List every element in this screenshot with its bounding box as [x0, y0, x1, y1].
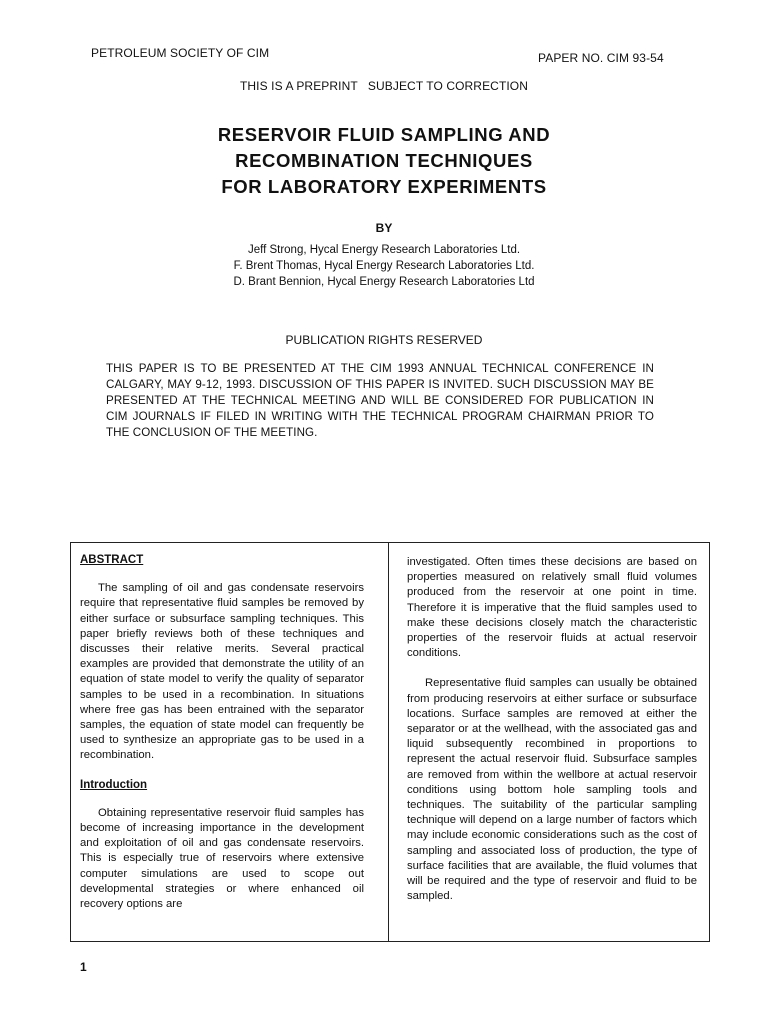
right-column [407, 555, 697, 904]
publication-rights: PUBLICATION RIGHTS RESERVED [285, 333, 483, 347]
author-2: F. Brent Thomas, Hycal Energy Research Laboratories Ltd. [233, 260, 535, 272]
introduction-text: Obtaining representative reservoir fluid samples has become of increasing importance in the development and exploitation of oil and gas condensate reservoirs. This is especially true of reservoirs where extensive computer simulations are used to scope out developmental strategies or where enhanced oil recovery options are [80, 806, 364, 911]
society-name: PETROLEUM SOCIETY OF CIM [91, 46, 270, 60]
page-number: 1 [80, 960, 87, 974]
abstract-heading: ABSTRACT [80, 554, 144, 566]
preprint-notice: THIS IS A PREPRINT SUBJECT TO CORRECTION [239, 79, 529, 93]
conference-notice: THIS PAPER IS TO BE PRESENTED AT THE CIM 1993 ANNUAL TECHNICAL CONFERENCE IN CALGARY, MAY 9-12, 1993. DISCUSSION OF THIS PAPER IS INVITED. SUCH DISCUSSION MAY BE PRESENTED AT THE TECHNICAL MEETING AND WILL BE CONSIDERED FOR PUBLICATION IN CIM JOURNALS IF FILED IN WRITING WITH THE TECHNICAL PROGRAM CHAIRMAN PRIOR TO THE CONCLUSION OF THE MEETING. [106, 362, 654, 439]
paper-number: PAPER NO. CIM 93-54 [538, 51, 664, 65]
right-paragraph-1: investigated. Often times these decisions are based on properties measured on relatively small fluid volumes produced from the reservoir at one point in time. Therefore it is imperative that the fluid samples used to make these decisions closely match the characteristic properties of the reservoir fluids at actual reservoir conditions. [407, 556, 697, 660]
column-divider [388, 542, 389, 942]
abstract-text: The sampling of oil and gas condensate reservoirs require that representative fluid samples be removed by either surface or subsurface sampling techniques. This paper briefly reviews both of these techniques and discusses their relative merits. Several practical examples are provided that demonstrate the utility of an equation of state model to verify the quality of separator samples to be used in a recombination. In situations where free gas has been entrained with the separator samples, the equation of state model can frequently be used to synthesize an appropriate gas to be used in a recombination. [80, 582, 364, 762]
introduction-heading: Introduction [80, 778, 148, 791]
author-list [0, 242, 768, 290]
paper-title [0, 122, 768, 200]
by-label: BY [375, 221, 393, 235]
left-column [80, 553, 364, 912]
author-1: Jeff Strong, Hycal Energy Research Laboratories Ltd. [247, 244, 521, 256]
author-3: D. Brant Bennion, Hycal Energy Research Laboratories Ltd [233, 276, 535, 288]
title-line-3: FOR LABORATORY EXPERIMENTS [221, 176, 547, 197]
title-line-2: RECOMBINATION TECHNIQUES [235, 150, 533, 171]
right-paragraph-2: Representative fluid samples can usually be obtained from producing reservoirs at either surface or subsurface locations. Surface samples are removed at either the separator or at the wellhead, with the associated gas and liquid subsequently recombined in proportions to represent the actual reservoir fluid. Subsurface samples are removed from within the wellbore at actual reservoir conditions using bottom hole sampling tools and techniques. The suitability of the particular sampling technique will depend on a large number of factors which may include economic considerations such as the cost of sampling and associated loss of production, the type of surface facilities that are available, the fluid volumes that will be required and the type of reservoir and fluid to be sampled. [407, 677, 697, 903]
title-line-1: RESERVOIR FLUID SAMPLING AND [217, 124, 551, 145]
